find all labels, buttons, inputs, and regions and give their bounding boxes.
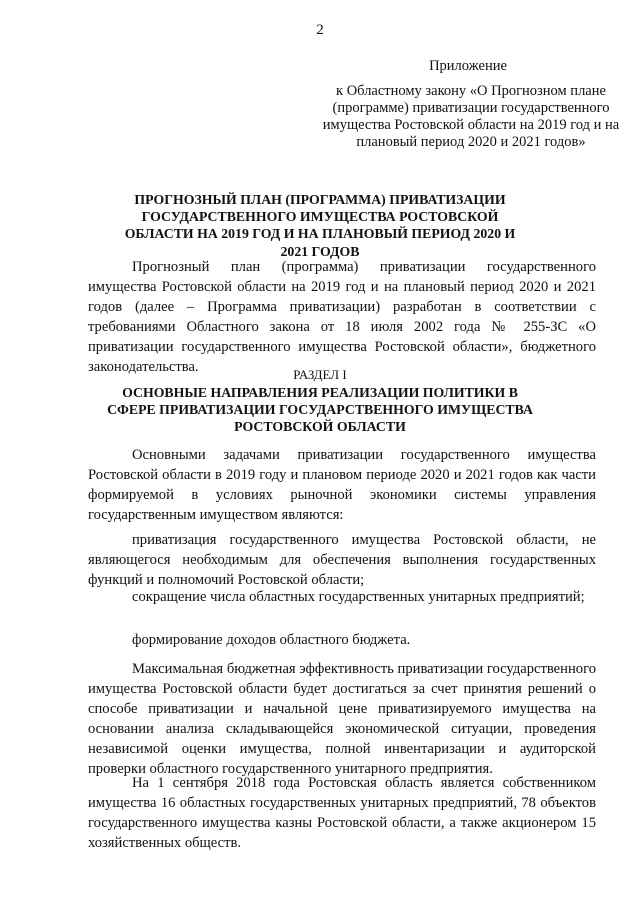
main-heading-text: ПРОГНОЗНЫЙ ПЛАН (ПРОГРАММА) ПРИВАТИЗАЦИИ ГОСУДАРСТВЕННОГО ИМУЩЕСТВА РОСТОВСКОЙ ОБЛАСТИ НА 2019 ГОД И НА ПЛАНОВЫЙ ПЕРИОД 2020 И 2021 ГОДОВ bbox=[124, 192, 516, 259]
main-heading bbox=[0, 191, 640, 260]
section-heading bbox=[0, 384, 640, 436]
appendix-subtitle: к Областному закону «О Прогнозном плане (программе) приватизации государственного имущества Ростовской области на 2019 год и на плановый период 2020 и 2021 годов» bbox=[322, 83, 620, 150]
page-number: 2 bbox=[316, 22, 324, 38]
paragraph-efficiency: Максимальная бюджетная эффективность приватизации государственного имущества Ростовской области будет достигаться за счет принятия решений о способе приватизации и начальной цене приватизируемого имущества на основании анализа складывающейся экономической ситуации, проведения независимой оценки имущества, полной инвентаризации и аудиторской проверки областного государственного унитарного предприятия. bbox=[88, 661, 596, 777]
list-item-reduction: сокращение числа областных государственных унитарных предприятий; bbox=[132, 589, 585, 605]
list-item-privatization: приватизация государственного имущества Ростовской области, не являющегося необходимым для обеспечения выполнения государственных функций и полномочий Ростовской области; bbox=[88, 532, 596, 588]
appendix-title: Приложение bbox=[429, 58, 507, 74]
paragraph-ownership: На 1 сентября 2018 года Ростовская область является собственником имущества 16 областных государственных унитарных предприятий, 78 объектов государственного имущества казны Ростовской области, а также акционером 15 хозяйственных обществ. bbox=[88, 775, 596, 851]
section-label: РАЗДЕЛ I bbox=[293, 367, 347, 382]
paragraph-tasks: Основными задачами приватизации государственного имущества Ростовской области в 2019 году и плановом периоде 2020 и 2021 годов как части формируемой в условиях рыночной экономики системы управления государственным имуществом являются: bbox=[88, 447, 596, 523]
intro-paragraph: Прогнозный план (программа) приватизации государственного имущества Ростовской области на 2019 год и на плановый период 2020 и 2021 годов (далее – Программа приватизации) разработан в соответствии с требованиями Областного закона от 18 июля 2002 года № 255-ЗС «О приватизации государственного имущества Ростовской области», бюджетного законодательства. bbox=[88, 259, 596, 375]
section-heading-text: ОСНОВНЫЕ НАПРАВЛЕНИЯ РЕАЛИЗАЦИИ ПОЛИТИКИ В СФЕРЕ ПРИВАТИЗАЦИИ ГОСУДАРСТВЕННОГО ИМУЩЕСТВА РОСТОВСКОЙ ОБЛАСТИ bbox=[107, 385, 533, 435]
list-item-budget: формирование доходов областного бюджета. bbox=[132, 632, 411, 648]
